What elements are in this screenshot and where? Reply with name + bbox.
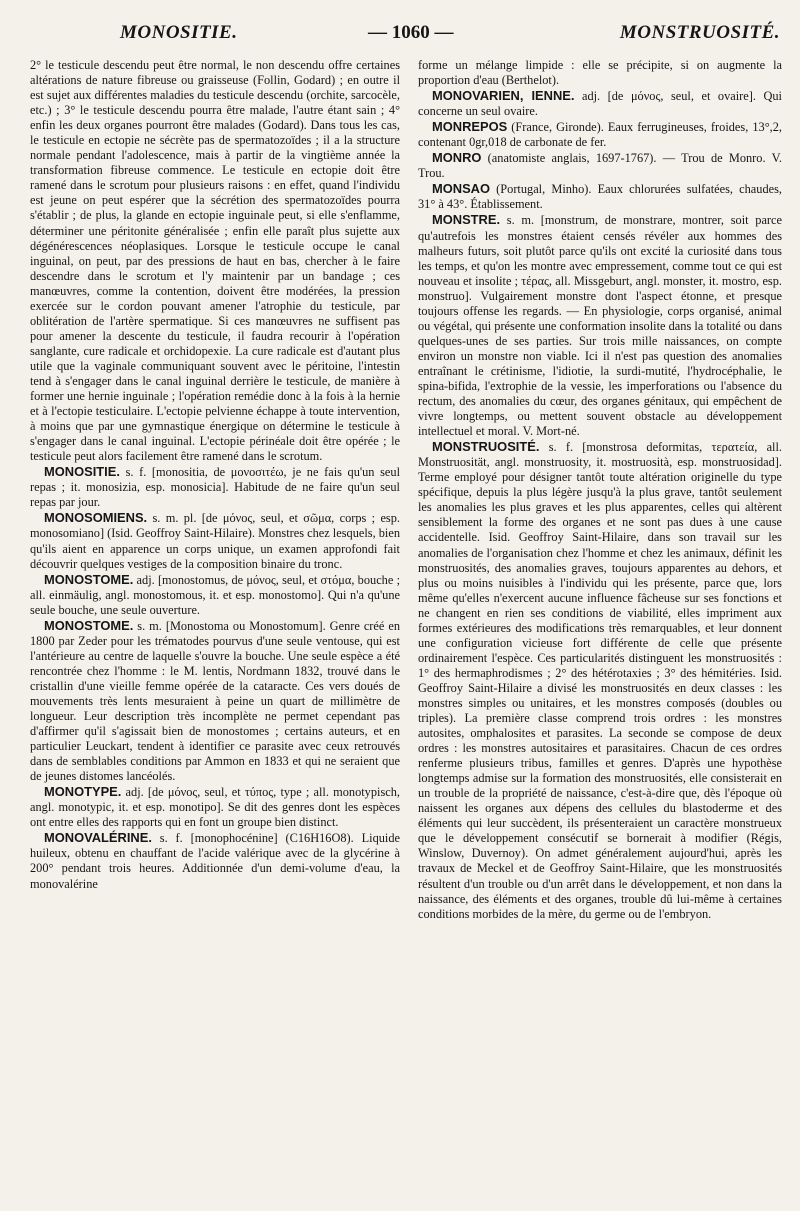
entry-headword: MONRO	[432, 150, 482, 166]
entry-text: adj. [de μόνος, seul, et ovaire]. Qui concerne un seul ovaire.	[418, 89, 782, 119]
entry-text: s. f. [monstrosa deformitas, τερατεία, all. Monstruosität, angl. monstruosity, it. mostruosità, esp. monstruosidad]. Terme employé pour désigner tantôt toute altération originelle du type spécifique, depuis la plus légère jusqu'à la plus grave, tantôt seulement les anomalies les plus graves et les plus apparentes, celles qui altèrent sensiblement la forme des organes et ne sont pas dues à une cause accidentelle. Isid. Geoffroy Saint-Hilaire, dans son travail sur les anomalies de l'organisation chez l'homme et chez les animaux, définit les monstruosités, des anomalies graves, toujours apparentes au dehors, et plus ou moins nuisibles à l'individu qui les présente, parce que, lors même qu'elles n'exercent aucune influence fâcheuse sur ses fonctions et ne changent en rien ses conditions de viabilité, elles impriment aux formes extérieures des modifications très remarquables, et leur donnent une configuration vicieuse fort différente de celle que présente ordinairement l'espèce. Ces particularités distinguent les monstruosités : 1° des hermaphrodismes ; 2° des hétérotaxies ; 3° des hémitéries. Isid. Geoffroy Saint-Hilaire a divisé les monstruosités en deux classes : les monstres simples ou unitaires, et les monstres composés (doubles ou triples). La première classe comprend trois ordres : les monstres autosites, omphalosites et parasites. La seconde se compose de deux ordres : les monstres autositaires et parasitaires. Chacun de ces ordres renferme plusieurs tribus, familles et genres. D'après une hypothèse longtemps admise sur la formation des monstruosités, elle consisterait en un trouble de la propriété de naissance, c'est-à-dire que, dès l'époque où naissent les organes aux dépens des cellules du blastoderme et des éléments qui leur succèdent, ils présenteraient un caractère monstrueux que le développement consécutif se bornerait à modifier (Régis, Winslow, Duvernoy). On admet généralement aujourd'hui, après les travaux de Meckel et de Geoffroy Saint-Hilaire, que les monstruosités résultent d'un trouble ou d'un arrêt dans le développement, et non dans la naissance, des éléments et des organes, trouble dû lui-même à certaines conditions morbides de la mère, du germe ou de l'embryon.	[418, 440, 782, 921]
entry-text: (France, Gironde). Eaux ferrugineuses, froides, 13°,2, contenant 0gr,018 de carbonate de fer.	[418, 120, 782, 150]
entry-headword: MONOSITIE.	[44, 464, 120, 480]
entry-headword: MONOTYPE.	[44, 784, 122, 800]
entry-text: (Portugal, Minho). Eaux chlorurées sulfatées, chaudes, 31° à 43°. Établissement.	[418, 182, 782, 212]
right-column	[418, 58, 782, 1208]
entry-headword: MONSAO	[432, 181, 491, 197]
dictionary-entry	[418, 181, 782, 212]
entry-headword: MONSTRE.	[432, 212, 501, 228]
entry-text: s. m. [monstrum, de monstrare, montrer, soit parce qu'autrefois les monstres étaient censés révéler aux hommes des malheurs futurs, soit plutôt parce qu'ils ont excité la curiosité dans tous les temps, et qu'on les montre avec empressement, comme tout ce qui est nouveau et insolite ; τέρας, all. Missgeburt, angl. monster, it. mostro, esp. monstruo]. Vulgairement monstre dont l'aspect étonne, et presque toujours offense les regards. — En physiologie, corps organisé, animal ou végétal, qui présente une conformation insolite dans la totalité ou dans quelques-unes de ses parties. Sur trois mille naissances, on compte environ un monstre non viable. Ici il n'est pas question des anomalies entraînant le crétinisme, l'idiotie, la surdi-mutité, l'hydrocéphalie, le spina-bifida, l'extrophie de la vessie, les imperforations ou l'absence du rectum, des anomalies du cœur, des organes génitaux, qui empêchent de vivre longtemps, ou mettent souvent obstacle au développement intellectuel et moral. V. Mort-né.	[418, 213, 782, 439]
dictionary-entry	[418, 119, 782, 150]
continuation-paragraph	[418, 58, 782, 88]
continuation-paragraph	[30, 58, 400, 464]
entry-text: s. m. pl. [de μόνος, seul, et σῶμα, corps ; esp. monosomiano] (Isid. Geoffroy Saint-Hilaire). Monstres chez lesquels, bien qu'ils aient en apparence un corps unique, un examen approfondi fait découvrir quelques vestiges de la composition binaire du tronc.	[30, 511, 400, 571]
dictionary-entry	[418, 150, 782, 181]
entry-text: s. f. [monophocénine] (C16H16O8). Liquide huileux, obtenu en chauffant de l'acide valérique avec de la glycérine à 200° pendant trois heures. Additionnée d'un demi-volume d'eau, la monovalérine	[30, 831, 400, 891]
entry-text: s. m. [Monostoma ou Monostomum]. Genre créé en 1800 par Zeder pour les trématodes pourvus d'une seule ventouse, qui est l'antérieure au centre de laquelle s'ouvre la bouche. Une seule espèce a été rencontrée chez l'homme : le M. lentis, Nordmann 1832, trouvé dans le cristallin d'une vieille femme opérée de la cataracte. Ces vers doués de mouvements très lents mesuraient à peine un quart de millimètre de longueur. Leur description très incomplète ne permet cependant pas d'affirmer qu'il s'agissait bien de monostomes ; certains auteurs, et en particulier Leuckart, tendent à identifier ce parasite avec ceux retrouvés dans de semblables conditions par Ammon en 1833 et qui ne seraient que de jeunes distomes lancéolés.	[30, 618, 400, 784]
running-head-right: MONSTRUOSITÉ.	[619, 22, 780, 43]
entry-text: 2° le testicule descendu peut être normal, le non descendu offre certaines altérations de nature fibreuse ou graisseuse (Follin, Godard) ; en outre il est sujet aux différentes maladies du testicule descendu (orchite, sarcocèle, etc.) ; 3° le testicule descendu pourra être malade, l'autre étant sain ; 4° enfin les deux organes pourront être malades (Godard). Dans tous les cas, le testicule en ectopie ne sécrète pas de spermatozoïdes ; il a la structure normale pendant l'adolescence, mais à partir de la vingtième année la transformation fibreuse commence. Le testicule en ectopie doit être ramené dans le scrotum pour plusieurs raisons : en effet, quand l'individu est jeune on peut espérer que la sécrétion des spermatozoïdes pourra s'établir ; de plus, la glande en ectopie inguinale peut, si elle s'enflamme, déterminer une péritonite généralisée ; enfin elle paraît plus sujette aux dégénérescences néoplasiques. Lorsque le testicule occupe le canal inguinal, on peut, par des pressions de haut en bas, chercher à le faire descendre dans le scrotum et l'y maintenir par un bandage ; ces manœuvres, comme la contention, doivent être modérées, la pression exercée sur le cordon pouvant amener l'atrophie du testicule, par oblitération de l'artère spermatique. Si ces manœuvres ne suffisent pas pour amener la descente du testicule, il faudra recourir à l'opération sanglante, cure radicale et orchidopexie. La cure radicale est d'autant plus utile que la vaginale communiquant souvent avec le péritoine, l'intestin tend à s'engager dans le canal inguinal derrière le testicule, de manière à former une hernie inguinale ; l'opération remédie donc à la fois à la hernie et à l'ectopie testiculaire. L'ectopie pelvienne échappe à toute intervention, à moins que par une gymnastique énergique on détermine le testicule à s'engager dans le canal inguinal. L'ectopie périnéale doit être opérée ; le testicule peut alors facilement être ramené dans le scrotum.	[30, 58, 400, 464]
dictionary-entry	[30, 784, 400, 830]
dictionary-entry	[418, 212, 782, 439]
entry-headword: MONOSOMIENS.	[44, 510, 148, 526]
entry-text: adj. [de μόνος, seul, et τύπος, type ; all. monotypisch, angl. monotypic, it. et esp. monotipo]. Se dit des genres dont les espèces ont entre elles des rapports qui en font un groupe bien distinct.	[30, 785, 400, 830]
dictionary-entry	[30, 464, 400, 510]
entry-headword: MONREPOS	[432, 119, 508, 135]
dictionary-entry	[418, 88, 782, 119]
dictionary-entry	[30, 618, 400, 785]
dictionary-entry	[30, 830, 400, 891]
entry-headword: MONOSTOME.	[44, 617, 134, 633]
entry-text: adj. [monostomus, de μόνος, seul, et στόμα, bouche ; all. einmäulig, angl. monostomous, it. et esp. monostomo]. Qui n'a qu'une seule bouche, une seule ouverture.	[30, 572, 400, 617]
entry-text: (anatomiste anglais, 1697-1767). — Trou de Monro. V. Trou.	[418, 151, 782, 181]
page-header	[0, 22, 800, 48]
page-number: — 1060 —	[368, 22, 454, 43]
dictionary-entry	[30, 510, 400, 571]
entry-headword: MONSTRUOSITÉ.	[432, 439, 540, 455]
dictionary-entry	[418, 439, 782, 922]
entry-headword: MONOVALÉRINE.	[44, 830, 152, 846]
entry-headword: MONOSTOME.	[44, 571, 134, 587]
running-head-left: MONOSITIE.	[120, 22, 238, 43]
entry-text: forme un mélange limpide : elle se précipite, si on augmente la proportion d'eau (Berthelot).	[418, 58, 782, 88]
entry-headword: MONOVARIEN, IENNE.	[432, 88, 575, 104]
entry-text: s. f. [monositia, de μονοσιτέω, je ne fais qu'un seul repas ; it. monosizia, esp. monosicia]. Habitude de ne faire qu'un seul repas par jour.	[30, 465, 400, 510]
left-column	[30, 58, 400, 1208]
dictionary-entry	[30, 572, 400, 618]
